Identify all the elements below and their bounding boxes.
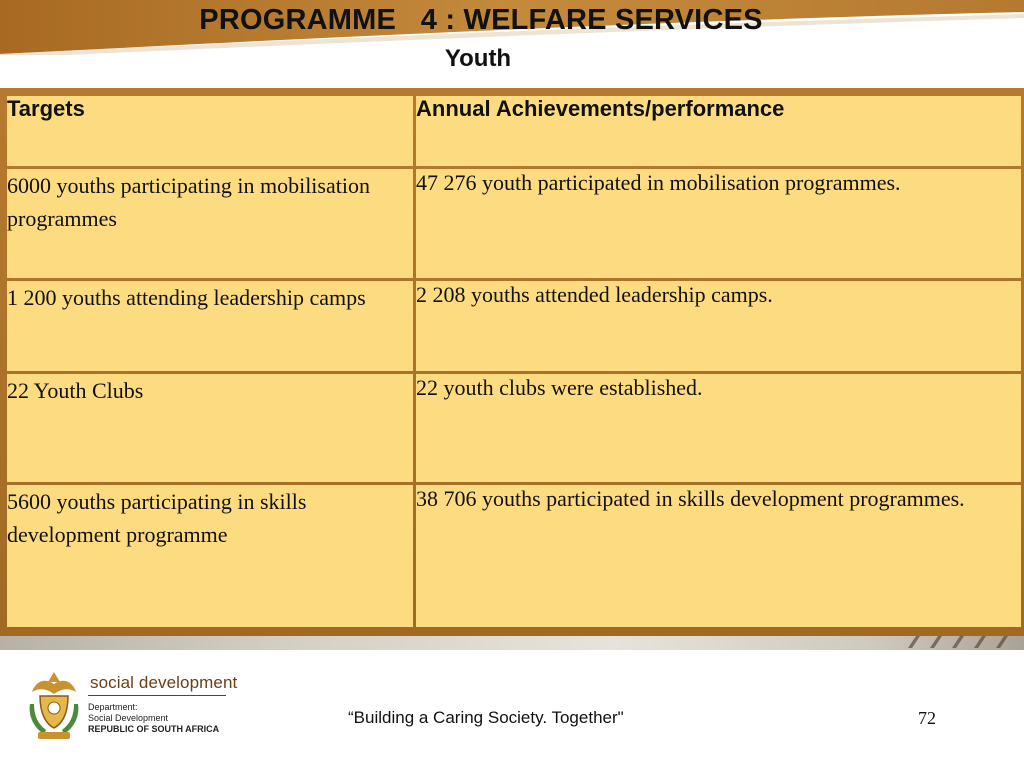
decorative-strip (0, 636, 1024, 650)
decorative-marks-icon (900, 634, 1024, 650)
table-row (7, 374, 1021, 482)
department-label (88, 702, 219, 735)
department-line-2: Social Development (88, 713, 169, 723)
brand-divider (88, 695, 226, 696)
target-cell: 22 Youth Clubs (7, 374, 413, 482)
achievement-cell: 22 youth clubs were established. (416, 374, 1021, 482)
column-header-targets: Targets (7, 96, 413, 166)
page-subtitle: Youth (444, 45, 512, 72)
target-cell: 1 200 youths attending leadership camps (7, 281, 413, 371)
achievement-cell: 38 706 youths participated in skills development programmes. (416, 485, 1021, 627)
page-title: PROGRAMME 4 : WELFARE SERVICES (199, 4, 763, 36)
target-cell: 6000 youths participating in mobilisation programmes (7, 169, 413, 278)
table-row (7, 485, 1021, 627)
targets-table (4, 93, 1024, 630)
achievement-cell: 2 208 youths attended leadership camps. (416, 281, 1021, 371)
slogan: “Building a Caring Society. Together" (348, 708, 624, 727)
column-header-achievements: Annual Achievements/performance (416, 96, 1021, 166)
brand-name: social development (90, 673, 238, 692)
page-number: 72 (918, 708, 936, 728)
coat-of-arms-icon (26, 670, 82, 742)
target-cell: 5600 youths participating in skills development programme (7, 485, 413, 627)
department-line-1: Department: (88, 702, 138, 712)
table-row (7, 281, 1021, 371)
achievement-cell: 47 276 youth participated in mobilisation programmes. (416, 169, 1021, 278)
table-row (7, 169, 1021, 278)
department-line-3: REPUBLIC OF SOUTH AFRICA (88, 724, 220, 734)
table-header-row (7, 96, 1021, 166)
